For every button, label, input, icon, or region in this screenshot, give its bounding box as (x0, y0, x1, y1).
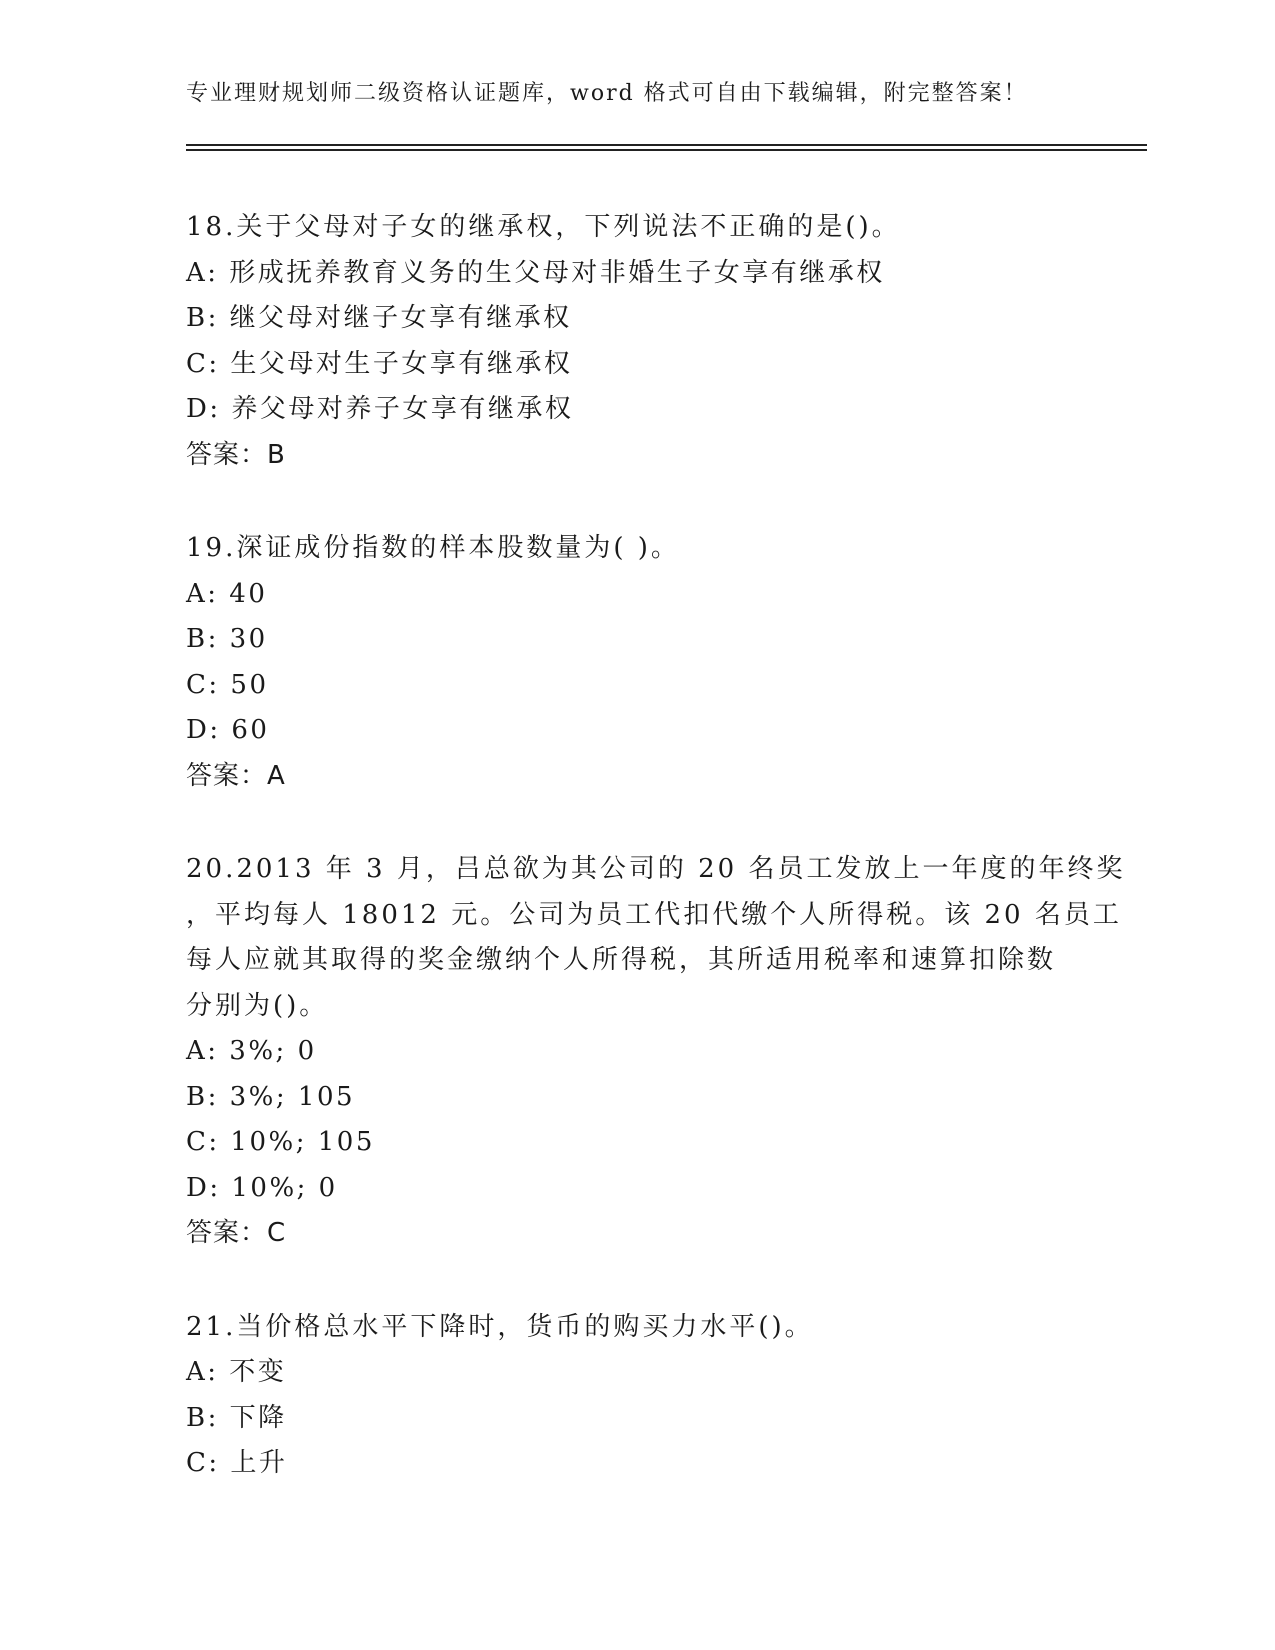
header-rule-bottom (186, 149, 1147, 151)
option-b: B: 下降 (186, 1402, 287, 1433)
option-a: A: 40 (186, 578, 268, 609)
question-19 (186, 526, 1086, 799)
option-b: B: 30 (186, 624, 268, 654)
option-c: C: 10%; 105 (186, 1127, 375, 1157)
answer-label: 答案：B (186, 439, 286, 470)
question-stem-line-4: 分别为()。 (186, 990, 329, 1021)
page-header: 专业理财规划师二级资格认证题库，word 格式可自由下载编辑，附完整答案！ (186, 81, 1028, 106)
option-b: B: 继父母对继子女享有继承权 (186, 303, 572, 333)
option-a: A: 形成抚养教育义务的生父母对非婚生子女享有继承权 (186, 257, 885, 288)
option-b: B: 3%; 105 (186, 1081, 356, 1112)
question-18 (186, 205, 1086, 478)
question-stem: 18.关于父母对子女的继承权，下列说法不正确的是()。 (186, 212, 901, 242)
option-d: D: 10%; 0 (186, 1172, 338, 1203)
question-stem: 19.深证成份指数的样本股数量为( )。 (186, 533, 680, 563)
question-list (186, 205, 1126, 1535)
option-a: A: 3%; 0 (186, 1036, 317, 1066)
question-21 (186, 1305, 1086, 1487)
option-a: A: 不变 (186, 1357, 287, 1387)
option-c: C: 上升 (186, 1448, 288, 1478)
option-d: D: 养父母对养子女享有继承权 (186, 394, 574, 424)
question-stem-line-2: ，平均每人 18012 元。公司为员工代扣代缴个人所得税。该 20 名员工 (186, 899, 1122, 930)
question-20 (186, 847, 1126, 1257)
question-stem-line-3: 每人应就其取得的奖金缴纳个人所得税，其所适用税率和速算扣除数 (186, 945, 1057, 975)
question-stem: 21.当价格总水平下降时，货币的购买力水平()。 (186, 1311, 814, 1342)
answer-label: 答案：C (186, 1218, 287, 1248)
answer-label: 答案：A (186, 760, 286, 791)
header-rule-top (186, 144, 1147, 146)
option-d: D: 60 (186, 715, 270, 745)
option-c: C: 50 (186, 669, 269, 700)
question-stem-line-1: 20.2013 年 3 月，吕总欲为其公司的 20 名员工发放上一年度的年终奖 (186, 854, 1126, 884)
option-c: C: 生父母对生子女享有继承权 (186, 348, 573, 379)
